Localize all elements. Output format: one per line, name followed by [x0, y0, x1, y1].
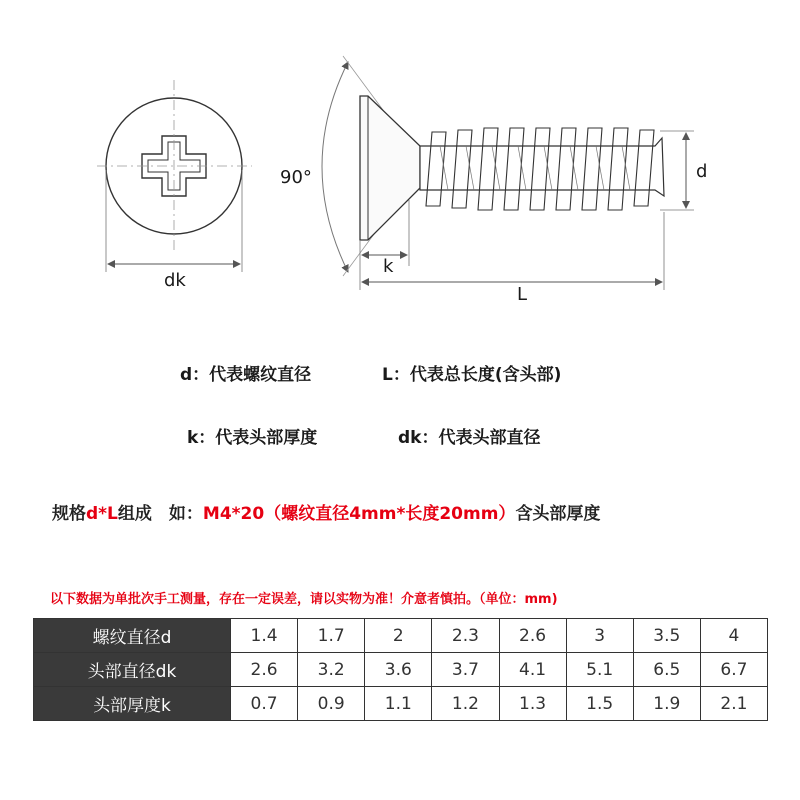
legend-d: d：代表螺纹直径 [180, 365, 312, 385]
table-cell: 1.1 [365, 687, 432, 721]
screw-technical-drawing [0, 0, 800, 330]
table-cell: 6.5 [633, 653, 700, 687]
table-cell: 2.3 [432, 619, 499, 653]
table-cell: 5.1 [566, 653, 633, 687]
table-cell: 2.1 [700, 687, 767, 721]
table-cell: 1.3 [499, 687, 566, 721]
spec-dl: d*L [86, 504, 118, 524]
table-cell: 1.7 [298, 619, 365, 653]
legend-k: k：代表头部厚度 [187, 428, 318, 448]
spec-prefix: 规格 [52, 504, 86, 524]
screw-head-front-view [97, 80, 252, 272]
table-cell: 6.7 [700, 653, 767, 687]
spec-middle: 组成 如： [117, 504, 203, 524]
screw-side-view [322, 56, 694, 290]
table-cell: 1.5 [566, 687, 633, 721]
table-cell: 1.2 [432, 687, 499, 721]
row-header: 头部厚度k [34, 687, 231, 721]
d-label: d [696, 161, 708, 182]
table-cell: 3 [566, 619, 633, 653]
table-cell: 1.4 [231, 619, 298, 653]
k-label: k [383, 256, 394, 277]
table-row [34, 619, 768, 653]
dimension-table [33, 618, 768, 721]
table-row [34, 687, 768, 721]
table-cell: 2.6 [499, 619, 566, 653]
table-row [34, 653, 768, 687]
table-cell: 3.7 [432, 653, 499, 687]
angle-label: 90° [280, 167, 312, 188]
measurement-note: 以下数据为单批次手工测量，存在一定误差，请以实物为准！介意者慎拍。（单位：mm) [50, 592, 558, 607]
L-label: L [517, 284, 528, 305]
dk-label: dk [164, 270, 186, 291]
legend-L: L：代表总长度(含头部) [382, 365, 562, 385]
table-cell: 2.6 [231, 653, 298, 687]
spec-line [52, 499, 600, 524]
table-cell: 2 [365, 619, 432, 653]
table-cell: 3.6 [365, 653, 432, 687]
spec-suffix: 含头部厚度 [515, 504, 601, 524]
spec-example: M4*20（螺纹直径4mm*长度20mm） [202, 504, 516, 524]
table-cell: 0.7 [231, 687, 298, 721]
table-cell: 4.1 [499, 653, 566, 687]
row-header: 螺纹直径d [34, 619, 231, 653]
table-cell: 3.2 [298, 653, 365, 687]
legend-dk: dk：代表头部直径 [398, 428, 541, 448]
table-cell: 1.9 [633, 687, 700, 721]
row-header: 头部直径dk [34, 653, 231, 687]
table-cell: 3.5 [633, 619, 700, 653]
table-cell: 4 [700, 619, 767, 653]
table-cell: 0.9 [298, 687, 365, 721]
